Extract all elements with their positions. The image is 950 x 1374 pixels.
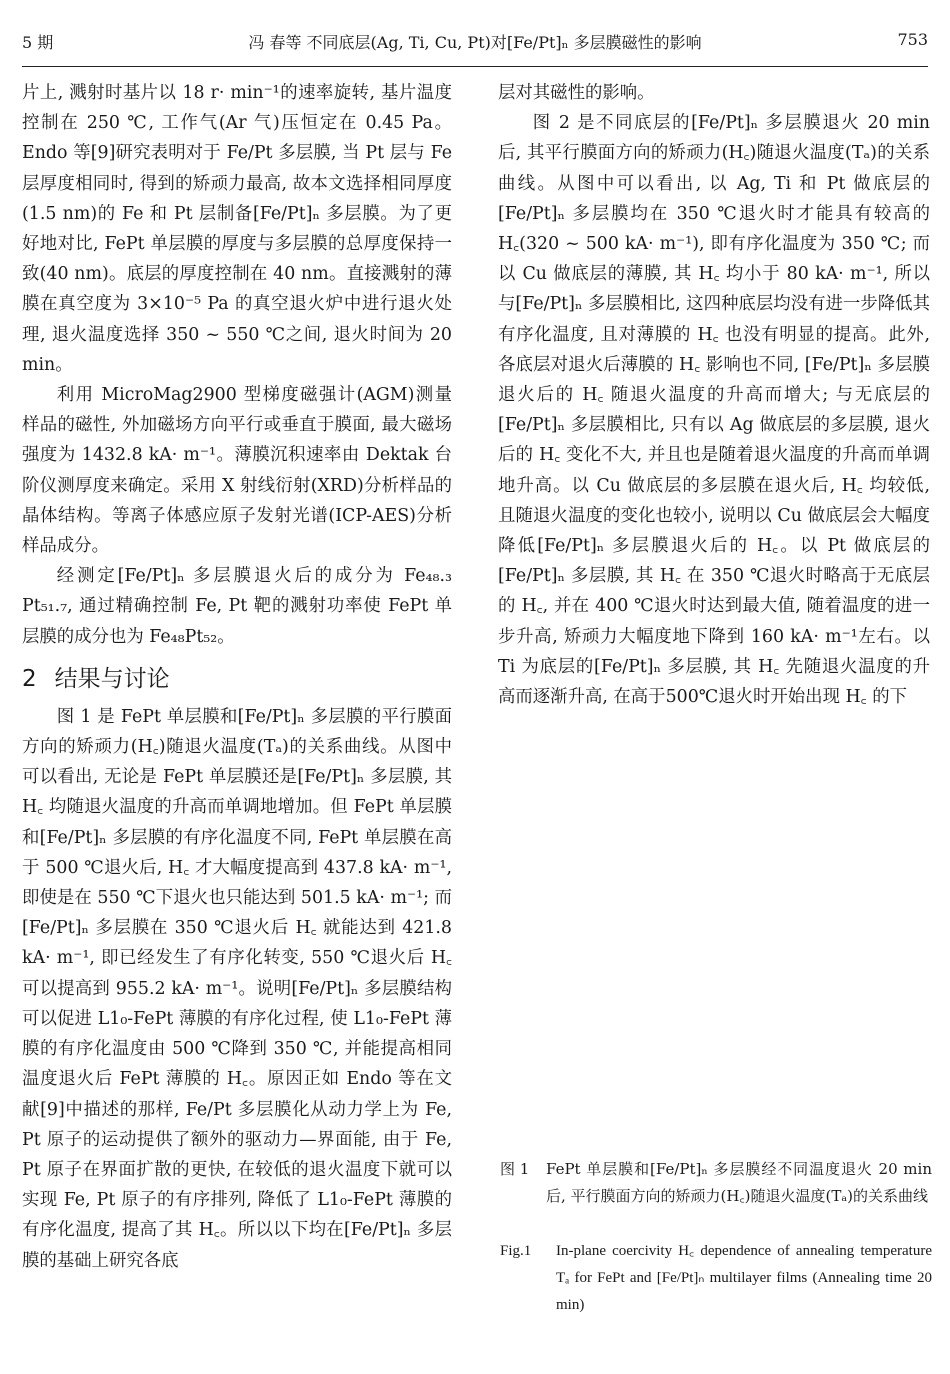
left-column	[22, 78, 452, 1276]
header-rule	[22, 66, 928, 67]
paragraph-continuation: 层对其磁性的影响。	[498, 83, 655, 103]
figure-1-area	[498, 808, 930, 1148]
page-number: 753	[897, 30, 928, 49]
paragraph-method-sputtering: 片上, 溅射时基片以 18 r· min⁻¹的速率旋转, 基片温度控制在 250 ℃, 工作气(Ar 气)压恒定在 0.45 Pa。Endo 等[9]研究表明对于 Fe/Pt 多层膜, 当 Pt 层与 Fe 层厚度相同时, 得到的矫顽力最高, 故本文选择相同厚度(1.5 nm)的 Fe 和 Pt 层制备[Fe/Pt]ₙ 多层膜。为了更好地对比, FePt 单层膜的厚度与多层膜的总厚度保持一致(40 nm)。底层的厚度控制在 40 nm。直接溅射的薄膜在真空度为 3×10⁻⁵ Pa 的真空退火炉中进行退火处理, 退火温度选择 350 ~ 550 ℃之间, 退火时间为 20 min。	[22, 83, 452, 375]
figure-caption-en	[500, 1238, 932, 1319]
figure-caption-en-text: In-plane coercivity H꜀ dependence of annealing temperature Tₐ for FePt and [Fe/Pt]ₙ multilayer films (Annealing time 20 min)	[556, 1243, 932, 1313]
paragraph-method-measurement: 利用 MicroMag2900 型梯度磁强计(AGM)测量样品的磁性, 外加磁场方向平行或垂直于膜面, 最大磁场强度为 1432.8 kA· m⁻¹。薄膜沉积速率由 Dektak 台阶仪测厚度来确定。采用 X 射线衍射(XRD)分析样品的晶体结构。等离子体感应原子发射光谱(ICP-AES)分析样品成分。	[22, 385, 452, 557]
figure-caption-cn-text: FePt 单层膜和[Fe/Pt]ₙ 多层膜经不同温度退火 20 min 后, 平行膜面方向的矫顽力(H꜀)随退火温度(Tₐ)的关系曲线	[546, 1160, 932, 1205]
issue-number: 5 期	[22, 33, 54, 52]
right-column	[498, 78, 930, 712]
figure-label-en: Fig.1	[500, 1243, 532, 1259]
section-number: 2	[22, 665, 37, 692]
running-header	[22, 30, 928, 64]
section-title: 结果与讨论	[54, 665, 170, 692]
paragraph-composition: 经测定[Fe/Pt]ₙ 多层膜退火后的成分为 Fe₄₈.₃ Pt₅₁.₇, 通过精确控制 Fe, Pt 靶的溅射功率使 FePt 单层膜的成分也为 Fe₄₈Pt₅₂。	[22, 566, 452, 647]
figure-caption-cn	[500, 1156, 932, 1210]
section-heading	[22, 660, 452, 698]
paragraph-results-fig1: 图 1 是 FePt 单层膜和[Fe/Pt]ₙ 多层膜的平行膜面方向的矫顽力(H꜀)随退火温度(Tₐ)的关系曲线。从图中可以看出, 无论是 FePt 单层膜还是[Fe/Pt]ₙ 多层膜, 其 H꜀ 均随退火温度的升高而单调地增加。但 FePt 单层膜和[Fe/Pt]ₙ 多层膜的有序化温度不同, FePt 单层膜在高于 500 ℃退火后, H꜀ 才大幅度提高到 437.8 kA· m⁻¹, 即使是在 550 ℃下退火也只能达到 501.5 kA· m⁻¹; 而[Fe/Pt]ₙ 多层膜在 350 ℃退火后 H꜀ 就能达到 421.8 kA· m⁻¹, 即已经发生了有序化转变, 550 ℃退火后 H꜀ 可以提高到 955.2 kA· m⁻¹。说明[Fe/Pt]ₙ 多层膜结构可以促进 L1₀-FePt 薄膜的有序化过程, 使 L1₀-FePt 薄膜的有序化温度由 500 ℃降到 350 ℃, 并能提高相同温度退火后 FePt 薄膜的 H꜀。原因正如 Endo 等在文献[9]中描述的那样, Fe/Pt 多层膜化从动力学上为 Fe, Pt 原子的运动提供了额外的驱动力—界面能, 由于 Fe, Pt 原子在界面扩散的更快, 在较低的退火温度下就可以实现 Fe, Pt 原子的有序排列, 降低了 L1₀-FePt 薄膜的有序化温度, 提高了其 H꜀。所以以下均在[Fe/Pt]ₙ 多层膜的基础上研究各底	[22, 706, 452, 1271]
figure-label-cn: 图 1	[500, 1160, 530, 1178]
running-title: 冯 春等 不同底层(Ag, Ti, Cu, Pt)对[Fe/Pt]ₙ 多层膜磁性的影响	[248, 33, 702, 52]
paragraph-results-fig2: 图 2 是不同底层的[Fe/Pt]ₙ 多层膜退火 20 min 后, 其平行膜面方向的矫顽力(H꜀)随退火温度(Tₐ)的关系曲线。从图中可以看出, 以 Ag, Ti 和 Pt 做底层的[Fe/Pt]ₙ 多层膜均在 350 ℃退火时才能具有较高的 H꜀(320 ~ 500 kA· m⁻¹), 即有序化温度为 350 ℃; 而以 Cu 做底层的薄膜, 其 H꜀ 均小于 80 kA· m⁻¹, 所以与[Fe/Pt]ₙ 多层膜相比, 这四种底层均没有进一步降低其有序化温度, 且对薄膜的 H꜀ 也没有明显的提高。此外, 各底层对退火后薄膜的 H꜀ 影响也不同, [Fe/Pt]ₙ 多层膜退火后的 H꜀ 随退火温度的升高而增大; 与无底层的[Fe/Pt]ₙ 多层膜相比, 只有以 Ag 做底层的多层膜, 退火后的 H꜀ 变化不大, 并且也是随着退火温度的升高而单调地升高。以 Cu 做底层的多层膜在退火后, H꜀ 均较低, 且随退火温度的变化也较小, 说明以 Cu 做底层会大幅度降低[Fe/Pt]ₙ 多层膜退火后的 H꜀。以 Pt 做底层的[Fe/Pt]ₙ 多层膜, 其 H꜀ 在 350 ℃退火时略高于无底层的 H꜀, 并在 400 ℃退火时达到最大值, 随着温度的进一步升高, 矫顽力大幅度地下降到 160 kA· m⁻¹左右。以 Ti 为底层的[Fe/Pt]ₙ 多层膜, 其 H꜀ 先随退火温度的升高而逐渐升高, 在高于500℃退火时开始出现 H꜀ 的下	[498, 113, 930, 708]
